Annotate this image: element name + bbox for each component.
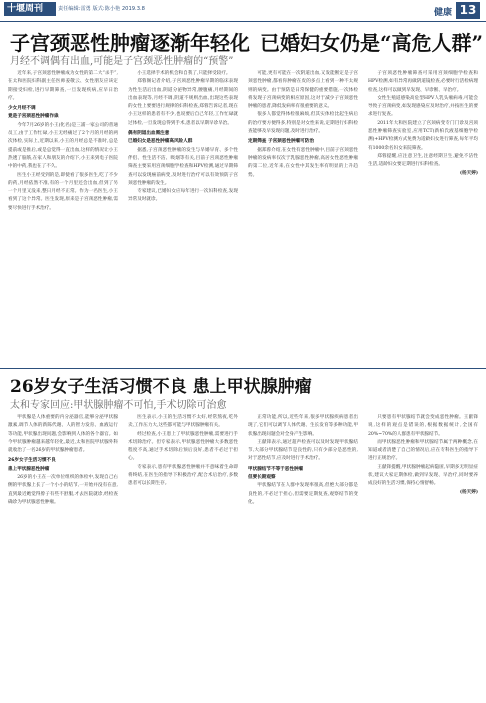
paragraph: 经过检查,小王患上了甲状腺恶性肿瘤,需要进行手术切除治疗。但专家表示,甲状腺恶性肿瘤大多数恶性程度不高,通过手术切除后预后良好,患者不必过于担心。 — [128, 431, 238, 462]
section-subheading: 已婚妇女是恶性肿瘤高风险人群 — [128, 139, 193, 145]
paragraph: 可能,更有可能在一次阴道出血,又发能断定是子宫颈恶性肿瘤,都看你肿瘤在皮的多点上看到一种不太规则的病变。由于预防是日常保健的重要措施,一次体检将发现子宫颈病变的相应原因,这对于减少子宫颈恶性肿瘤的患者,降低发病率有很重要的意义。 — [248, 71, 358, 110]
paragraph: 郑蓉阁记者介绍,子宫颈恶性肿瘤早期的临床表现为性生活后出血,阴道分泌物异常,腰腹痛,月经期间的出血表现等,月经不调,阴道不规则出血,出现这些表现的女性上要要进行规律的妇科检查,郑蓉告诉记者,现在小王这样的患者有不少,也说要后自己年轻,工作忙碌就过体检,一旦发现总得到手术,患者以早期早诊早治。 — [128, 79, 238, 126]
author-signature: (杨天婷) — [459, 489, 478, 495]
article2-title: 26岁女子生活习惯不良 患上甲状腺肿瘤 — [10, 377, 312, 397]
paragraph: 今年7月26岁的小王(化名)是三浦一家公司的普通员工,由于工作忙碌,小王无经痛过了2个月的月经的两次体检,实际上,近期以来,小王的月经总是不准时,总是提前或是推后,或是总觉得一直出血,这样的情况让小王热透了脑筋,在家人和朋友的介绍下,小王来到电子医院中的中药,我也在了不久。 — [8, 122, 118, 170]
article1-title-right: 已婚妇女仍是“高危人群” — [260, 31, 484, 55]
article1-title: 子宫颈恶性肿瘤逐渐年轻化 — [10, 31, 250, 55]
paragraph: 王献锋表示,通过超声检查可以及时发现甲状腺结节,大部分甲状腺结节是良性的,只有少部分是恶性的,对于恶性结节,应及时进行手术治疗。 — [248, 439, 358, 462]
article1-column-3 — [248, 70, 358, 365]
section-heading: 甲状腺结节不等于恶性肿瘤 — [248, 466, 304, 472]
paragraph: 很多人都觉得体检很麻烦,但其实体检比起生病后的治疗要方便得多,特别是对女性来说,定期进行妇科检查能够及早发现问题,及时进行治疗。 — [248, 112, 358, 135]
article1-column-4 — [368, 70, 478, 365]
paragraph: 专家表示,患有甲状腺恶性肿瘤并不意味着生命即将终结,在医生的指导下积极治疗,配合术后治疗,多数患者可以长期生存。 — [128, 464, 238, 487]
editor-credits: 责任编辑:雷勇 版式:陈小艳 2019.3.8 — [58, 6, 145, 12]
section-title: 健康 — [433, 8, 452, 18]
article2-column-1 — [8, 414, 118, 699]
paragraph: 医生表示,小王的生活习惯不太好,经常熬夜,吃外卖,工作压力大,这些都可能与甲状腺肿瘤有关。 — [128, 415, 238, 429]
section-subheading: 竟是子宫颈恶性肿瘤作祟 — [8, 114, 59, 120]
paragraph: 子宫颈恶性肿瘤筛查可采用宫颈细胞学检查和HPV检测,如有异常再做阴道镜检查,必要时行活检病理检查,这样可以做到早发现、早诊断、早治疗。 — [368, 71, 478, 93]
paragraph: 2011年大和医院建立了宫颈病变专门门诊及宫颈恶性肿瘤筛查实验室,应用TCT(新柏氏液基细胞学检测)+HPV检测方式免费为适龄妇女进行筛查,每年平均有1000余名妇女来院筛查。 — [368, 120, 478, 151]
section-subheading: 患上甲状腺恶性肿瘤 — [8, 466, 50, 472]
section-heading: 偶有阴道出血需注意 — [128, 131, 170, 137]
paragraph: 据悉,子宫颈恶性肿瘤的发生与早婚早育、多个性伴侣、性生活不洁、吸烟等有关,目前子宫颈恶性肿瘤筛查主要采用宫颈细胞学检查和HPV检测,通过早期筛查可以发现癌前病变,及时进行治疗可以有效预防子宫颈恶性肿瘤的发生。 — [128, 147, 238, 186]
paragraph: 只要患有甲状腺结节就会变成恶性肿瘤。王献锋说,这样的观点是错误的,根据数据统计,全国有20%~70%的人群患有甲状腺结节。 — [368, 415, 478, 437]
paragraph: 正常功能,所以,近些年来,很多甲状腺疾病患者出现了,它们可以调节人体代谢、生长发育等多种功能,甲状腺出现问题会对全身产生影响。 — [248, 415, 358, 437]
paragraph: 据郑蓉介绍,在女性有恶性肿瘤中,目前子宫颈恶性肿瘤的发病率仅次于乳腺恶性肿瘤,高居女性恶性肿瘤的第二位,近年来,在女性中其发生率有明显的上升趋势。 — [248, 147, 358, 178]
author-signature: (杨天婷) — [459, 170, 478, 176]
paragraph: 小王选择手术的机会和自我了,只能择受较疗。 — [137, 71, 231, 76]
paragraph: 甲状腺是人体重要的内分泌器官,能够分泌甲状腺激素,调节人体的新陈代谢、人的智力发育、血液运行等功能,甲状腺出现问题,会影响到人体的各个器官。如今甲状腺肿瘤越来越年轻化,最近,太和医院甲状腺外科就收治了一名26岁的甲状腺肿瘤患者。 — [8, 415, 118, 454]
paragraph: 甲状腺结节在人群中发现率很高,但绝大部分都是良性的,不必过于担心,但需要定期复查,观察结节的变化。 — [248, 483, 358, 505]
paragraph: 医生小王经受到的是,即使看了很多医生,吃了不少的药,月经依然不准,有的一个月里还会出血,但到了另一个月里又没来,整日月经不正常。作为一名医生,小王看到了这个异常。医生发现,原来是子宫颈恶性肿瘤,需要尽快进行手术治疗。 — [8, 172, 118, 211]
section-heading: 定期筛查 子宫颈恶性肿瘤可防治 — [248, 139, 314, 145]
section-heading: 少女月经不调 — [8, 106, 36, 112]
paragraph: 26岁的小王在一次单位组织的体检中,发现自己右侧的甲状腺上长了一个小小的结节,一开始并没有在意,直到最近她觉得脖子有些不舒服,才去医院就诊,经检查确诊为甲状腺恶性肿瘤。 — [8, 475, 118, 505]
article2-column-2 — [128, 414, 238, 699]
paragraph: 郑蓉提醒,应注意卫生,注意经期卫生,避免不洁性生活,适龄妇女要定期进行妇科检查。 — [368, 153, 478, 168]
paragraph: 王献锋提醒,甲状腺肿瘤起病隐匿,早期多无明显症状,建议大家定期体检,做到早发现、早治疗,同时要养成良好的生活习惯,保持心情舒畅。 — [368, 464, 478, 487]
paragraph: 近年来,子宫颈恶性肿瘤成为女性的第二大“杀手”,在太和医院妇科副主任医师姜敬云、女性朋友应该定期接受妇检,进行早期筛查,一旦发现疾病,应早日治疗。 — [8, 71, 118, 101]
paragraph: 专家建议,已婚妇女应每年进行一次妇科检查,发现异常及时就诊。 — [128, 189, 238, 203]
article2-column-3 — [248, 414, 358, 699]
article2-subtitle: 太和专家回应:甲状腺肿瘤不可怕,手术切除可治愈 — [10, 400, 227, 411]
paragraph: 而甲状腺恶性肿瘤和甲状腺结节属于两种概念,在知道或者清楚了自己的情况后,应在专科医生的指导下进行正规治疗。 — [368, 439, 478, 462]
article2-column-4 — [368, 414, 478, 699]
section-heading: 26岁女子生活习惯不良 — [8, 458, 56, 464]
article1-column-2 — [128, 70, 238, 365]
article1-subtitle: 月经不调偶有出血,可能是子宫颈恶性肿瘤的“预警” — [10, 56, 234, 67]
paragraph: 女性生殖道感染高危型HPV人乳头瘤病毒,可能会导致子宫颈病变,如发现感染应及时治疗,并按医生的要求进行复查。 — [368, 95, 478, 118]
section-divider — [0, 368, 486, 369]
section-subheading: 但要长期观察 — [248, 475, 276, 481]
masthead: 十堰周刊 — [4, 2, 56, 16]
page-number: 13 — [456, 2, 480, 19]
article1-column-1 — [8, 70, 118, 365]
page-header — [0, 0, 486, 22]
